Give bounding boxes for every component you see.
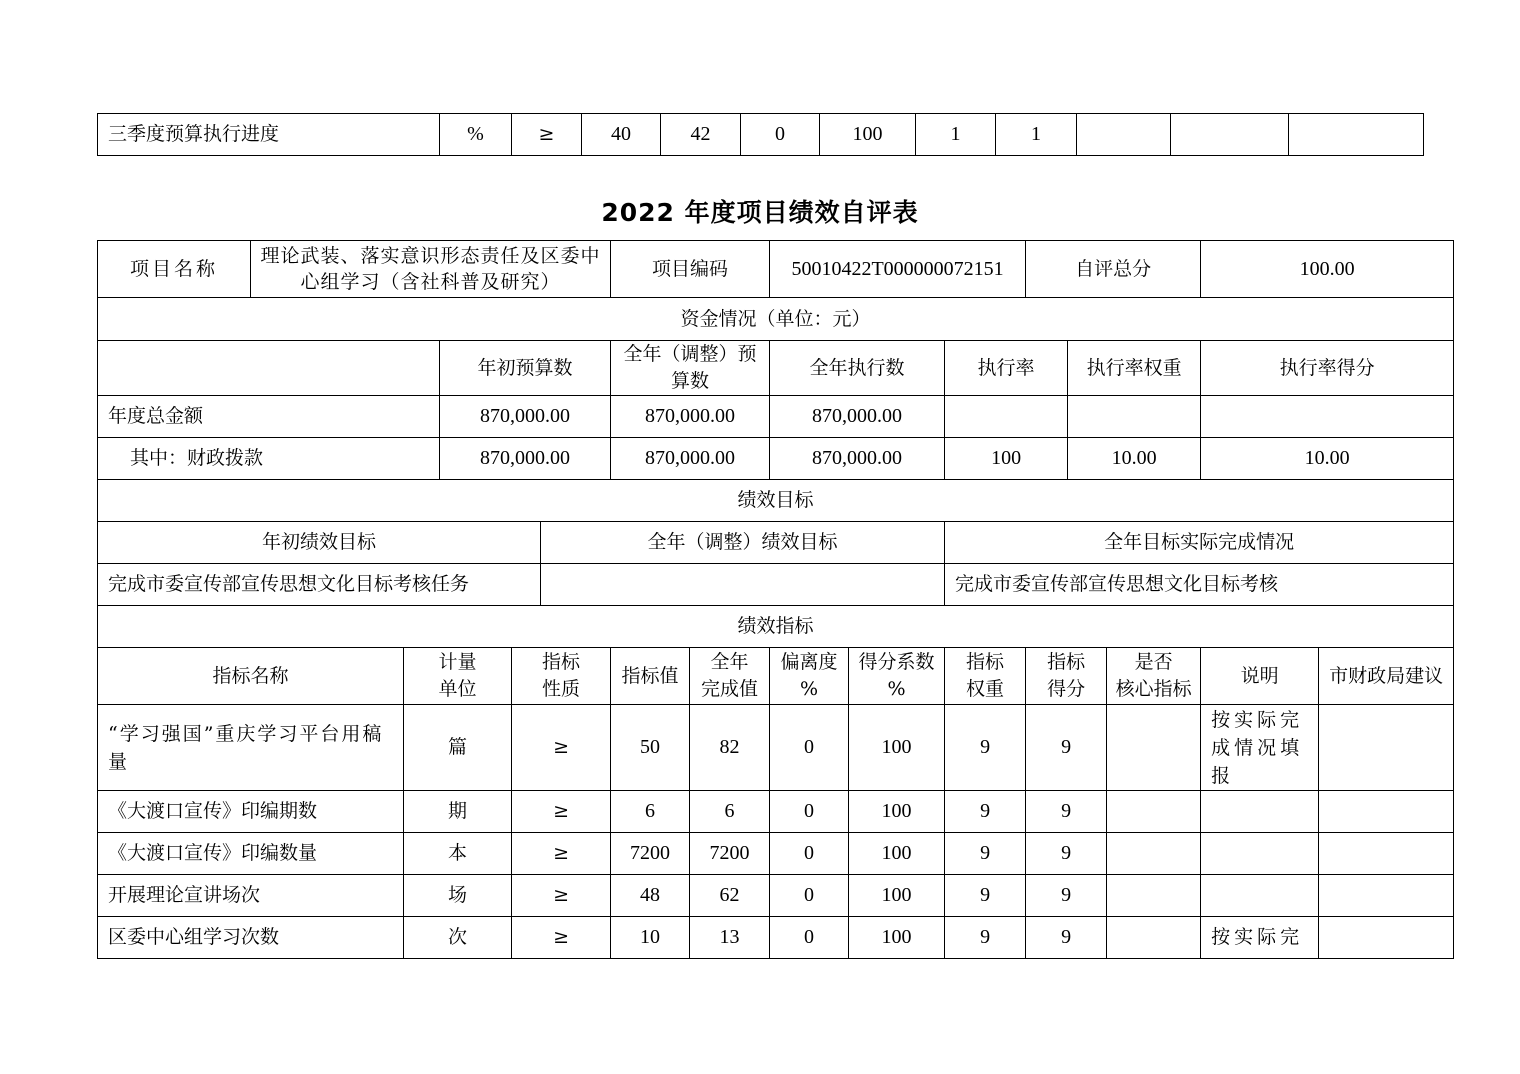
core-cell (1107, 705, 1201, 791)
deviation-cell: 0 (770, 875, 849, 917)
ind-header-actual: 全年 完成值 (690, 648, 770, 705)
funds-rate-cell (945, 396, 1068, 438)
deviation-cell: 0 (770, 705, 849, 791)
funds-header-blank (98, 341, 440, 396)
target-cell: 50 (611, 705, 690, 791)
score-cell: 9 (1026, 875, 1107, 917)
nature-cell: ≥ (512, 114, 582, 156)
nature-cell: ≥ (512, 917, 611, 959)
project-name-label: 项目名称 (98, 241, 251, 298)
unit-cell: 本 (404, 833, 512, 875)
note-cell (1201, 833, 1319, 875)
project-name-value: 理论武装、落实意识形态责任及区委中心组学习（含社科普及研究） (251, 241, 611, 298)
funds-header-initial: 年初预算数 (440, 341, 611, 396)
target-cell: 10 (611, 917, 690, 959)
funds-header-weight: 执行率权重 (1068, 341, 1201, 396)
advice-cell (1289, 114, 1424, 156)
unit-cell: 篇 (404, 705, 512, 791)
funds-header-row (98, 341, 1454, 396)
coef-cell: 100 (849, 875, 945, 917)
project-info-row (98, 241, 1454, 298)
core-cell (1107, 791, 1201, 833)
advice-cell (1319, 833, 1454, 875)
funds-header-rate: 执行率 (945, 341, 1068, 396)
weight-cell: 9 (945, 875, 1026, 917)
funds-weight-cell (1068, 396, 1201, 438)
coef-cell: 100 (849, 833, 945, 875)
actual-cell: 13 (690, 917, 770, 959)
goals-content-row (98, 564, 1454, 606)
table-row (98, 875, 1454, 917)
actual-cell: 7200 (690, 833, 770, 875)
funds-weight-cell: 10.00 (1068, 438, 1201, 480)
self-evaluation-table (97, 240, 1454, 959)
weight-cell: 9 (945, 791, 1026, 833)
ind-header-weight: 指标 权重 (945, 648, 1026, 705)
note-cell (1201, 791, 1319, 833)
deviation-cell: 0 (770, 833, 849, 875)
funds-row-fiscal (98, 438, 1454, 480)
table-row (98, 917, 1454, 959)
coef-cell: 100 (849, 705, 945, 791)
goals-initial-cell: 完成市委宣传部宣传思想文化目标考核任务 (98, 564, 541, 606)
indicator-name-cell: 开展理论宣讲场次 (98, 875, 404, 917)
advice-cell (1319, 917, 1454, 959)
indicators-header-row (98, 648, 1454, 705)
unit-cell: 场 (404, 875, 512, 917)
ind-header-nature: 指标 性质 (512, 648, 611, 705)
ind-header-deviation: 偏离度 % (770, 648, 849, 705)
funds-row-label: 年度总金额 (98, 396, 440, 438)
indicator-name-cell: 《大渡口宣传》印编期数 (98, 791, 404, 833)
deviation-cell: 0 (770, 791, 849, 833)
note-cell: 按实际完成情况填报 (1201, 705, 1319, 791)
weight-cell: 9 (945, 833, 1026, 875)
note-cell: 按实际完 (1201, 917, 1319, 959)
funds-score-cell: 10.00 (1201, 438, 1454, 480)
indicators-section-row (98, 606, 1454, 648)
funds-executed-cell: 870,000.00 (770, 438, 945, 480)
funds-row-label: 其中：财政拨款 (98, 438, 440, 480)
actual-cell: 62 (690, 875, 770, 917)
funds-section-title: 资金情况（单位：元） (98, 298, 1454, 341)
nature-cell: ≥ (512, 833, 611, 875)
total-score-label: 自评总分 (1026, 241, 1201, 298)
goals-header-row (98, 522, 1454, 564)
funds-row-total (98, 396, 1454, 438)
table-row (98, 705, 1454, 791)
indicator-name-cell: 三季度预算执行进度 (98, 114, 440, 156)
note-cell (1201, 875, 1319, 917)
coef-cell: 100 (849, 791, 945, 833)
unit-cell: 次 (404, 917, 512, 959)
core-cell (1077, 114, 1171, 156)
advice-cell (1319, 705, 1454, 791)
table-row (98, 833, 1454, 875)
ind-header-unit: 计量 单位 (404, 648, 512, 705)
score-cell: 9 (1026, 791, 1107, 833)
ind-header-coef: 得分系数 % (849, 648, 945, 705)
target-cell: 6 (611, 791, 690, 833)
score-cell: 1 (996, 114, 1077, 156)
note-cell (1171, 114, 1289, 156)
funds-section-row (98, 298, 1454, 341)
indicator-name-cell: 区委中心组学习次数 (98, 917, 404, 959)
goals-header-adjusted: 全年（调整）绩效目标 (541, 522, 945, 564)
goals-header-actual: 全年目标实际完成情况 (945, 522, 1454, 564)
nature-cell: ≥ (512, 791, 611, 833)
nature-cell: ≥ (512, 705, 611, 791)
target-cell: 48 (611, 875, 690, 917)
advice-cell (1319, 875, 1454, 917)
advice-cell (1319, 791, 1454, 833)
indicator-name-cell: 《大渡口宣传》印编数量 (98, 833, 404, 875)
ind-header-target: 指标值 (611, 648, 690, 705)
weight-cell: 1 (916, 114, 996, 156)
ind-header-advice: 市财政局建议 (1319, 648, 1454, 705)
deviation-cell: 0 (741, 114, 820, 156)
funds-executed-cell: 870,000.00 (770, 396, 945, 438)
score-cell: 9 (1026, 917, 1107, 959)
total-score-value: 100.00 (1201, 241, 1454, 298)
nature-cell: ≥ (512, 875, 611, 917)
page-title: 2022 年度项目绩效自评表 (601, 198, 919, 227)
ind-header-score: 指标 得分 (1026, 648, 1107, 705)
funds-initial-cell: 870,000.00 (440, 396, 611, 438)
funds-header-adjusted: 全年（调整）预算数 (611, 341, 770, 396)
funds-rate-cell: 100 (945, 438, 1068, 480)
actual-cell: 42 (661, 114, 741, 156)
ind-header-core: 是否 核心指标 (1107, 648, 1201, 705)
unit-cell: % (440, 114, 512, 156)
indicator-name-cell: “学习强国”重庆学习平台用稿量 (98, 705, 404, 791)
table-row (98, 791, 1454, 833)
project-code-label: 项目编码 (611, 241, 770, 298)
coef-cell: 100 (820, 114, 916, 156)
actual-cell: 82 (690, 705, 770, 791)
previous-page-table (97, 113, 1424, 156)
funds-score-cell (1201, 396, 1454, 438)
funds-initial-cell: 870,000.00 (440, 438, 611, 480)
goals-adjusted-cell (541, 564, 945, 606)
goals-section-row (98, 480, 1454, 522)
ind-header-note: 说明 (1201, 648, 1319, 705)
core-cell (1107, 917, 1201, 959)
core-cell (1107, 833, 1201, 875)
funds-adjusted-cell: 870,000.00 (611, 396, 770, 438)
weight-cell: 9 (945, 705, 1026, 791)
deviation-cell: 0 (770, 917, 849, 959)
target-cell: 40 (582, 114, 661, 156)
core-cell (1107, 875, 1201, 917)
funds-header-score: 执行率得分 (1201, 341, 1454, 396)
table-row (98, 114, 1424, 156)
coef-cell: 100 (849, 917, 945, 959)
unit-cell: 期 (404, 791, 512, 833)
actual-cell: 6 (690, 791, 770, 833)
score-cell: 9 (1026, 705, 1107, 791)
goals-actual-cell: 完成市委宣传部宣传思想文化目标考核 (945, 564, 1454, 606)
ind-header-name: 指标名称 (98, 648, 404, 705)
funds-header-executed: 全年执行数 (770, 341, 945, 396)
indicators-section-title: 绩效指标 (98, 606, 1454, 648)
goals-section-title: 绩效目标 (98, 480, 1454, 522)
score-cell: 9 (1026, 833, 1107, 875)
funds-adjusted-cell: 870,000.00 (611, 438, 770, 480)
target-cell: 7200 (611, 833, 690, 875)
project-code-value: 50010422T000000072151 (770, 241, 1026, 298)
goals-header-initial: 年初绩效目标 (98, 522, 541, 564)
weight-cell: 9 (945, 917, 1026, 959)
